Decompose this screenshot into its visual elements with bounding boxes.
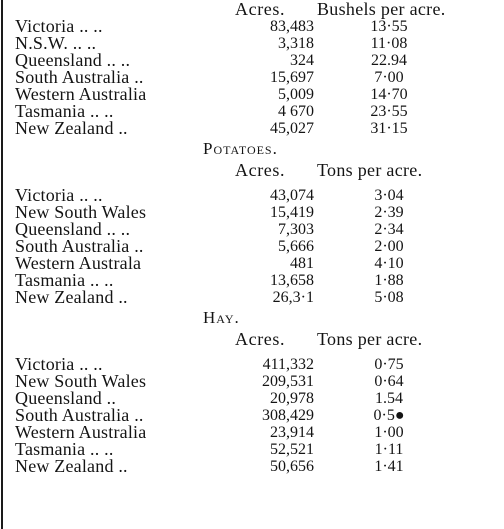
state-name: Western Australa: [15, 253, 142, 273]
rate-value: 4·10: [374, 255, 404, 272]
acres-value: 3,318: [278, 35, 314, 52]
acres-value: 26,3·1: [272, 289, 314, 306]
potatoes-rate-header: Tons per acre.: [317, 160, 423, 180]
acres-value: 45,027: [270, 120, 314, 137]
rate-value: 3·04: [374, 187, 404, 204]
hay-header-row: [15, 330, 504, 348]
rate-value: 5·08: [374, 289, 404, 306]
rate-value: 14·70: [370, 86, 408, 103]
state-name: Victoria .. ..: [15, 185, 103, 205]
acres-value: 20,978: [270, 390, 314, 407]
hay-section-heading: [15, 306, 504, 330]
acres-value: 15,419: [270, 204, 314, 221]
hay-rate-header: Tons per acre.: [317, 329, 423, 349]
rate-value: 1·88: [374, 272, 404, 289]
rate-value: 11·08: [370, 35, 408, 52]
rate-value: 1·00: [374, 424, 404, 441]
potatoes-row: [15, 289, 504, 306]
wheat-acres-header: Acres.: [235, 0, 286, 19]
state-name: New Zealand ..: [15, 118, 128, 138]
acres-value: 308,429: [262, 407, 314, 424]
acres-value: 411,332: [262, 356, 314, 373]
rate-value: 31·15: [370, 120, 408, 137]
potatoes-title: Potatoes.: [203, 139, 278, 158]
acres-value: 324: [290, 52, 314, 69]
rate-value: 0·64: [374, 373, 404, 390]
state-name: New Zealand ..: [15, 287, 128, 307]
state-name: Queensland ..: [15, 388, 117, 408]
rate-value: 7·00: [374, 69, 404, 86]
state-name: New South Wales: [15, 202, 147, 222]
state-name: Tasmania .. ..: [15, 270, 114, 290]
hay-title: Hay.: [203, 308, 240, 327]
acres-value: 52,521: [270, 441, 314, 458]
state-name: Queensland .. ..: [15, 219, 131, 239]
state-name: Victoria .. ..: [15, 16, 103, 36]
acres-value: 50,656: [270, 458, 314, 475]
rate-value: 22.94: [371, 52, 407, 69]
acres-value: 481: [290, 255, 314, 272]
acres-value: 7,303: [278, 221, 314, 238]
hay-row: [15, 458, 504, 475]
potatoes-header-row: [15, 161, 504, 179]
acres-value: 4 670: [278, 103, 314, 120]
wheat-row: [15, 120, 504, 137]
state-name: South Australia ..: [15, 236, 144, 256]
rate-value: 2·34: [374, 221, 404, 238]
acres-value: 5,666: [278, 238, 314, 255]
rate-value: 0·75: [374, 356, 404, 373]
potatoes-acres-header: Acres.: [235, 160, 286, 180]
acres-value: 13,658: [270, 272, 314, 289]
left-column-rule: [1, 0, 3, 529]
acres-value: 5,009: [278, 86, 314, 103]
rate-value: 2·00: [374, 238, 404, 255]
rate-value: 1·41: [374, 458, 404, 475]
crop-statistics-table: [15, 0, 504, 475]
rate-value: 13·55: [370, 18, 408, 35]
acres-value: 23,914: [270, 424, 314, 441]
rate-value: 0·5●: [373, 407, 405, 424]
state-name: Victoria .. ..: [15, 354, 103, 374]
state-name: Queensland .. ..: [15, 50, 131, 70]
state-name: N.S.W. .. ..: [15, 33, 97, 53]
rate-value: 1.54: [375, 390, 403, 407]
state-name: South Australia ..: [15, 67, 144, 87]
acres-value: 83,483: [270, 18, 314, 35]
acres-value: 15,697: [270, 69, 314, 86]
rate-value: 2·39: [374, 204, 404, 221]
state-name: Tasmania .. ..: [15, 101, 114, 121]
rate-value: 23·55: [370, 103, 408, 120]
state-name: Tasmania .. ..: [15, 439, 114, 459]
potatoes-section-heading: [15, 137, 504, 161]
state-name: New Zealand ..: [15, 456, 128, 476]
state-name: South Australia ..: [15, 405, 144, 425]
state-name: Western Australia: [15, 422, 147, 442]
wheat-rate-header: Bushels per acre.: [317, 0, 446, 19]
state-name: New South Wales: [15, 371, 147, 391]
hay-acres-header: Acres.: [235, 329, 286, 349]
acres-value: 43,074: [270, 187, 314, 204]
rate-value: 1·11: [374, 441, 404, 458]
acres-value: 209,531: [262, 373, 314, 390]
state-name: Western Australia: [15, 84, 147, 104]
